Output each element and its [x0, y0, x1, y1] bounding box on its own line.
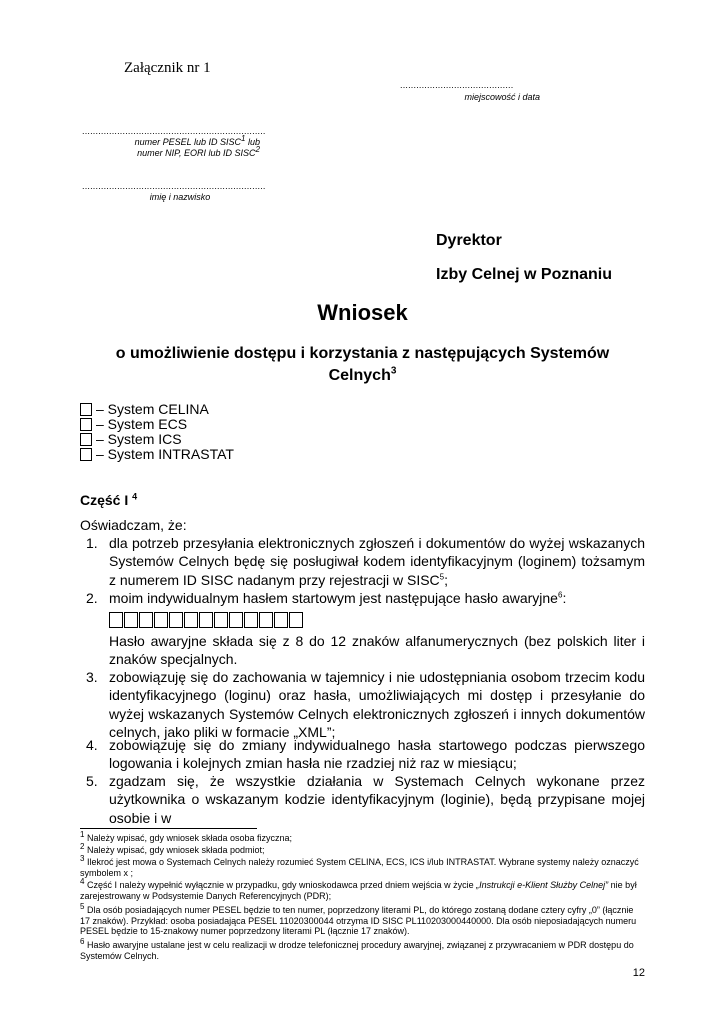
footnote: $^4$ Część I należy wypełnić wyłącznie w przypadku, gdy wnioskodawca przed dniem wejścia w życie „Instrukcji e-Klient Służby Celnej” nie był zarejestrowany w Podsystemie Danych Referencyjnych (PDR); [80, 877, 637, 901]
password-char-box[interactable] [289, 612, 303, 628]
password-char-box[interactable] [259, 612, 273, 628]
part1-intro: Oświadczam, że: [80, 517, 187, 533]
password-char-box[interactable] [124, 612, 138, 628]
footnote: $^6$ Hasło awaryjne ustalane jest w celu realizacji w drodze telefonicznej procedury awaryjnej, związanej z przywracaniem w PDR dostępu do Systemów Celnych. [80, 937, 634, 961]
id-label-line1: numer PESEL lub ID SISC$^1$ lub [134, 134, 260, 147]
password-char-box[interactable] [229, 612, 243, 628]
id-dots: .................................................................... [82, 126, 266, 136]
password-char-box[interactable] [274, 612, 288, 628]
password-char-box[interactable] [184, 612, 198, 628]
footnote-separator [80, 828, 257, 829]
addressee-line1: Dyrektor [436, 232, 502, 249]
list-item: 1. dla potrzeb przesyłania elektronicznych zgłoszeń i dokumentów do wyżej wskazanych Systemów Celnych będę się posługiwał kodem identyfikacyjnym (loginem) tożsamym z numerem ID SISC nadanym przy rejestracji w SISC$^5$; [86, 535, 645, 588]
password-boxes[interactable] [109, 612, 304, 633]
list-item: 3. zobowiązuję się do zachowania w tajemnicy i nie udostępniania osobom trzecim kodu identyfikacyjnego (loginu) oraz hasła, umożliwiających mi dostęp i przesyłanie do wyżej wskazanych Systemów Celnych elektronicznych zgłoszeń i innych dokumentów celnych, jako pliki w formacie „XML”; [86, 669, 645, 741]
password-char-box[interactable] [139, 612, 153, 628]
footnote: $^2$ Należy wpisać, gdy wniosek składa podmiot; [80, 842, 265, 855]
name-dots: .................................................................... [82, 181, 266, 191]
system-ecs-option[interactable]: – System ECS [80, 416, 187, 432]
footnote: $^5$ Dla osób posiadających numer PESEL będzie to ten numer, poprzedzony literami PL, do którego zostaną dodane cztery cyfry „0” (łącznie 17 znaków). Przykład: osoba posiadająca PESEL 11020300044 otrzyma ID SISC PL110203000440000. Dla osób nieposiadających numeru PESEL będzie to 15-znakowy numer poprzedzony literami PL (łącznie 17 znaków). [80, 902, 637, 937]
checkbox-intrastat[interactable] [80, 448, 92, 461]
name-label: imię i nazwisko [149, 192, 211, 202]
checkbox-celina[interactable] [80, 403, 92, 416]
list-item: 2. moim indywidualnym hasłem startowym jest następujące hasło awaryjne$^6$: [86, 590, 567, 606]
system-celina-option[interactable]: – System CELINA [80, 401, 209, 417]
footnote: $^1$ Należy wpisać, gdy wniosek składa osoba fizyczna; [80, 830, 293, 843]
password-char-box[interactable] [244, 612, 258, 628]
system-intrastat-option[interactable]: – System INTRASTAT [80, 446, 234, 462]
id-label-line2: numer NIP, EORI lub ID SISC$^2$ [137, 145, 260, 158]
document-title: Wniosek [317, 300, 408, 325]
place-date-label: miejscowość i data [464, 92, 540, 102]
password-char-box[interactable] [154, 612, 168, 628]
password-char-box[interactable] [169, 612, 183, 628]
page-number: 12 [632, 967, 645, 979]
addressee-line2: Izby Celnej w Poznaniu [436, 266, 613, 283]
list-item: 4. zobowiązuję się do zmiany indywidualnego hasła startowego podczas pierwszego logowania i kolejnych zmian hasła nie rzadziej niż raz w miesiącu; [86, 737, 645, 772]
list-item: 5. zgadzam się, że wszystkie działania w Systemach Celnych wykonane przez użytkownika o wskazanym kodzie identyfikacyjnym (loginie), będą przypisane mojej osobie i w [86, 773, 645, 826]
place-date-dots: .......................................... [400, 80, 514, 90]
part1-heading: Część I $^4$ [80, 491, 138, 508]
password-char-box[interactable] [199, 612, 213, 628]
checkbox-ecs[interactable] [80, 418, 92, 431]
password-char-box[interactable] [109, 612, 123, 628]
footnote: $^3$ Ilekroć jest mowa o Systemach Celnych należy rozumieć System CELINA, ECS, ICS i/lub INTRASTAT. Wybrane systemy należy oznaczyć symbolem x ; [80, 854, 639, 878]
document-subtitle-line2: Celnych$^3$ [328, 365, 397, 384]
password-note: Hasło awaryjne składa się z 8 do 12 znaków alfanumerycznych (bez polskich liter i znaków specjalnych. [109, 633, 645, 668]
checkbox-ics[interactable] [80, 433, 92, 446]
password-char-box[interactable] [214, 612, 228, 628]
system-ics-option[interactable]: – System ICS [80, 431, 182, 447]
annex-label: Załącznik nr 1 [124, 60, 211, 76]
document-subtitle-line1: o umożliwienie dostępu i korzystania z następujących Systemów [115, 345, 610, 362]
